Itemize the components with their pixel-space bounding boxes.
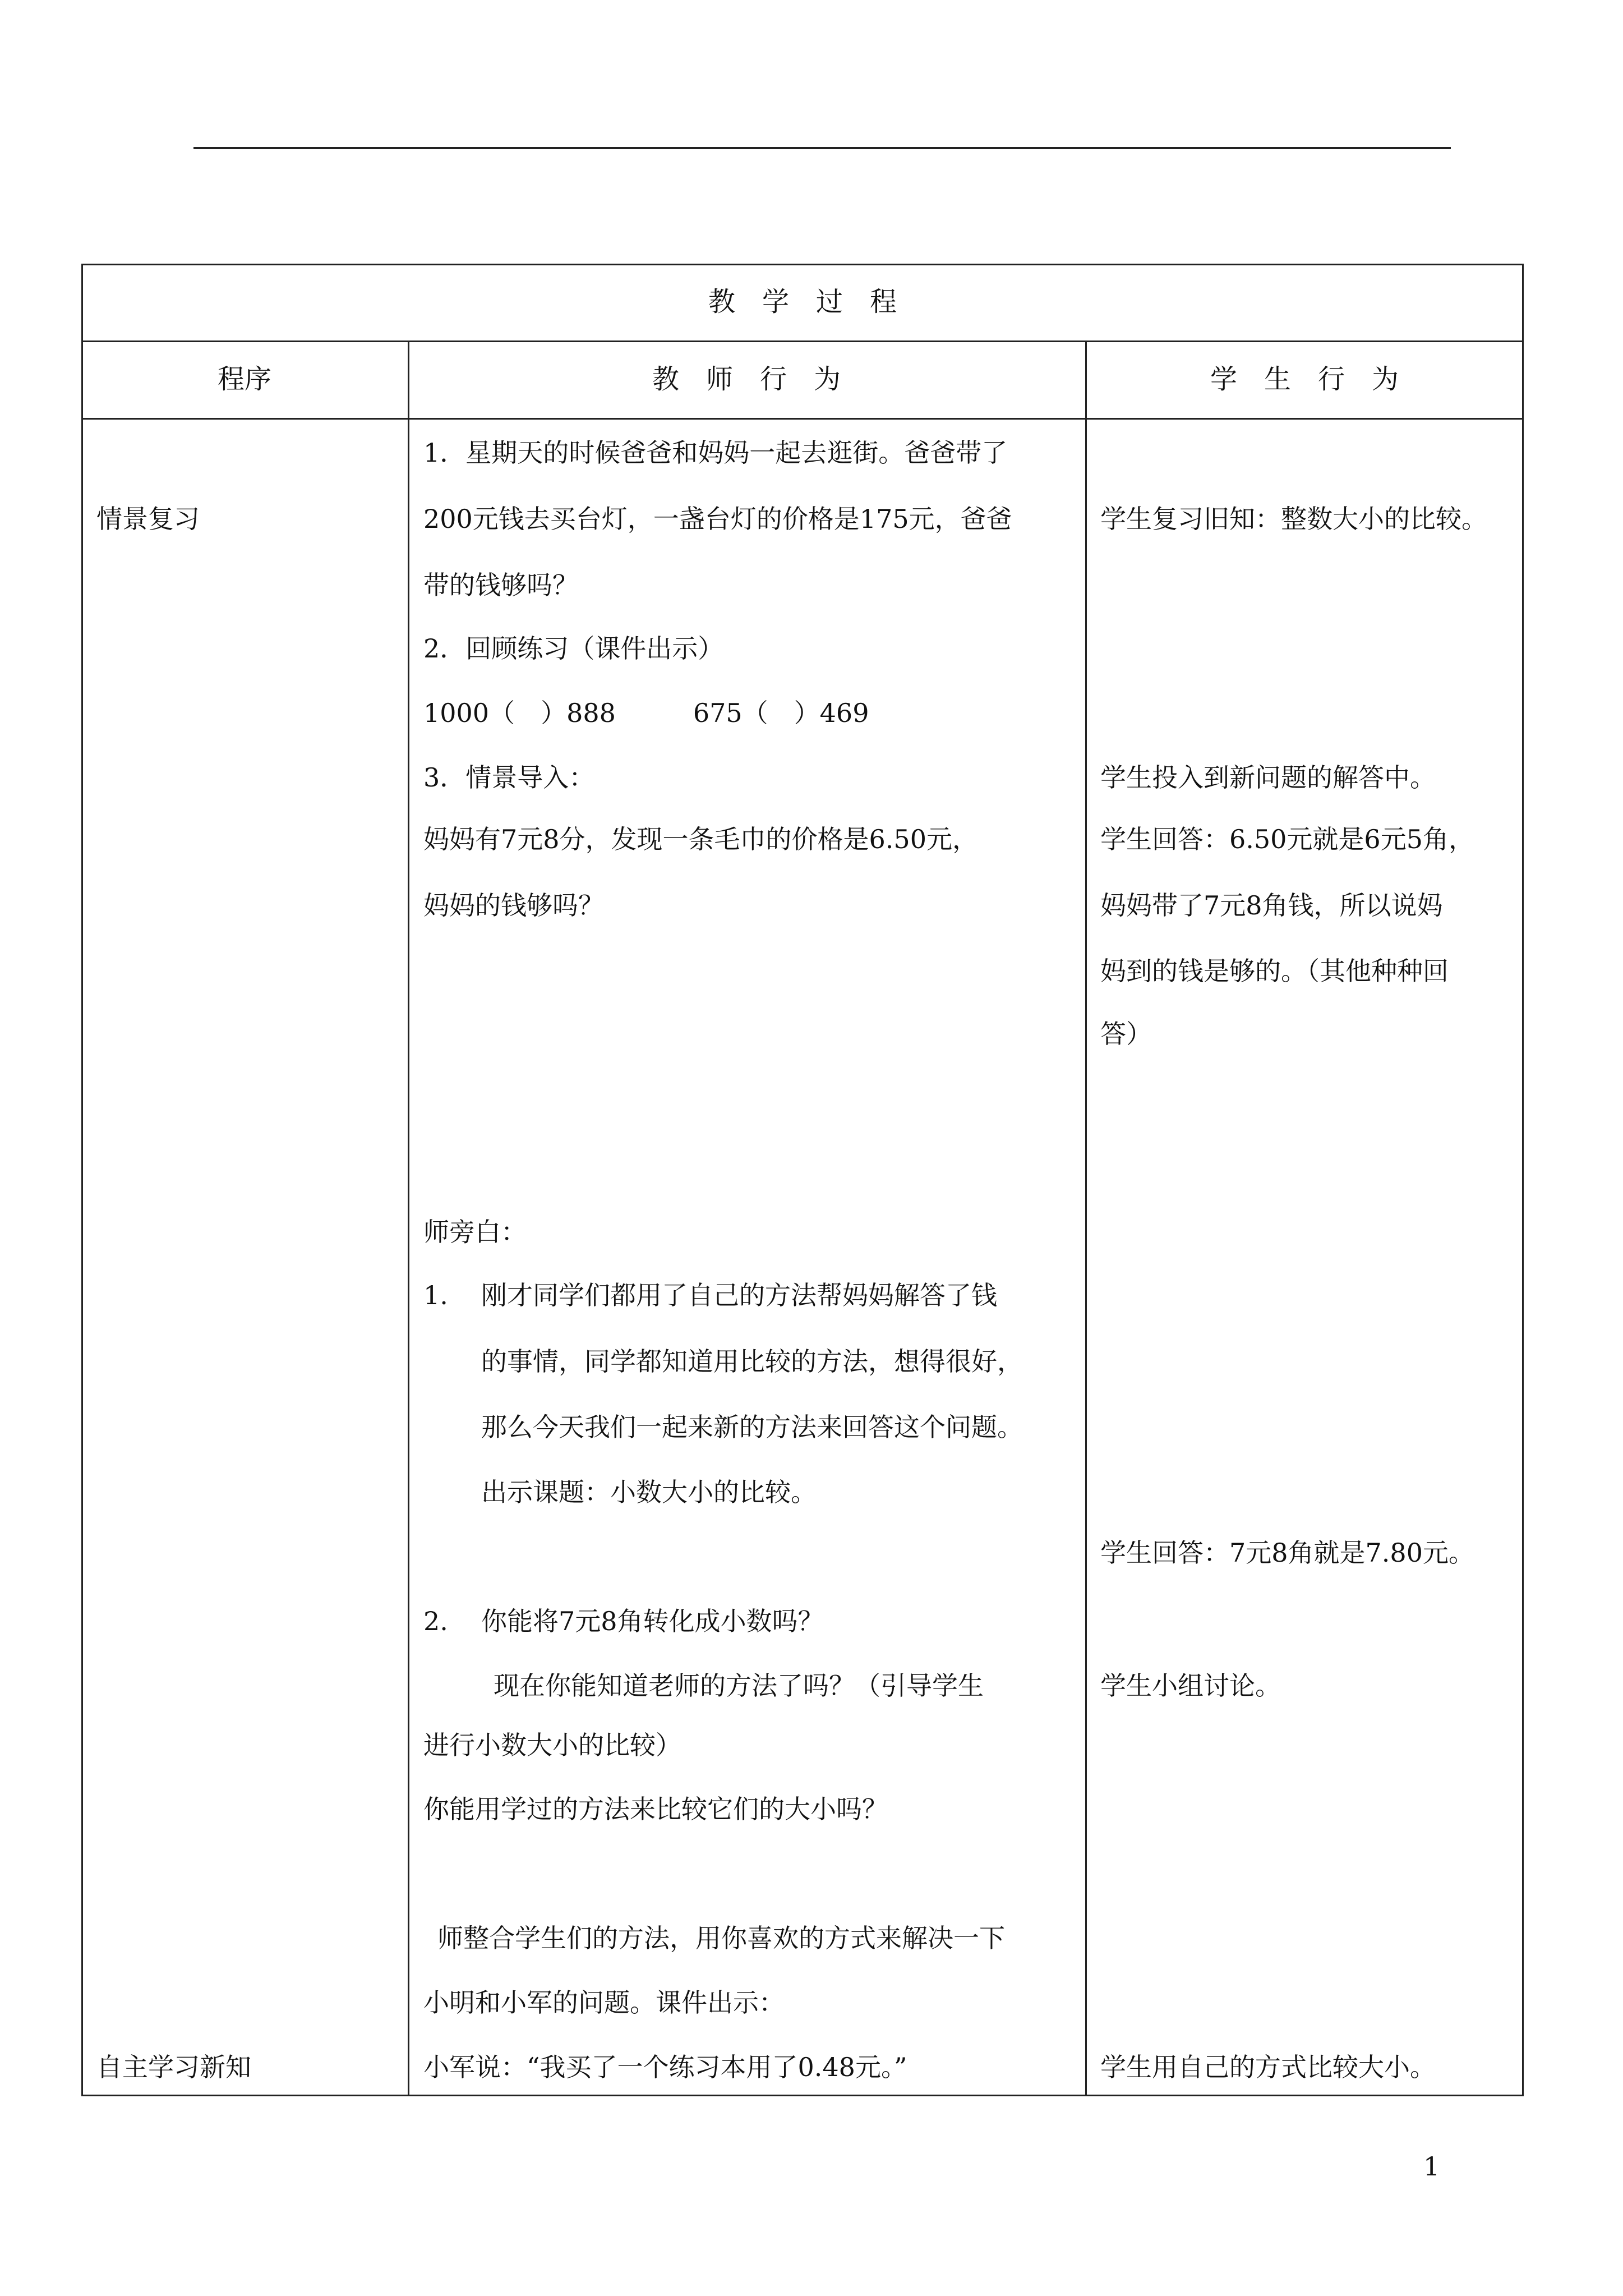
teacher-line: 现在你能知道老师的方法了吗？（引导学生 xyxy=(494,1671,984,1701)
teacher-line: 2．回顾练习（课件出示） xyxy=(423,633,724,664)
teacher-line: 的事情，同学都知道用比较的方法，想得很好， xyxy=(481,1346,1023,1377)
student-line: 学生回答：6.50元就是6元5角， xyxy=(1100,824,1474,854)
student-line: 妈到的钱是够的。（其他种种回 xyxy=(1100,956,1449,986)
teacher-line: 小军说：“我买了一个练习本用了0.48元。” xyxy=(423,2052,907,2082)
student-line: 妈妈带了7元8角钱，所以说妈 xyxy=(1100,890,1443,921)
student-line: 学生复习旧知：整数大小的比较。 xyxy=(1100,504,1487,534)
teacher-line: 刚才同学们都用了自己的方法帮妈妈解答了钱 xyxy=(481,1280,997,1310)
teacher-line: 1000（ ）888 675（ ）469 xyxy=(423,698,869,728)
student-line: 学生回答：7元8角就是7.80元。 xyxy=(1100,1538,1474,1568)
table-title: 教 学 过 程 xyxy=(708,286,897,318)
teacher-line: 师整合学生们的方法，用你喜欢的方式来解决一下 xyxy=(437,1923,1005,1953)
teacher-line: 3．情景导入： xyxy=(423,762,595,793)
section-new-knowledge: 自主学习新知 xyxy=(96,2052,251,2082)
teacher-line: 进行小数大小的比较） xyxy=(423,1730,681,1760)
teacher-line: 妈妈有7元8分，发现一条毛巾的价格是6.50元， xyxy=(423,824,978,854)
header-rule xyxy=(193,147,1451,149)
teacher-line: 妈妈的钱够吗？ xyxy=(423,890,604,921)
student-line: 答） xyxy=(1100,1019,1152,1049)
header-procedure: 程序 xyxy=(217,364,271,395)
page-number: 1 xyxy=(1423,2151,1440,2182)
student-line: 学生用自己的方式比较大小。 xyxy=(1100,2052,1436,2082)
teacher-line: 200元钱去买台灯，一盏台灯的价格是175元，爸爸 xyxy=(423,504,1012,534)
student-line: 学生投入到新问题的解答中。 xyxy=(1100,762,1436,793)
teacher-line: 1．星期天的时候爸爸和妈妈一起去逛街。爸爸带了 xyxy=(423,438,1008,468)
teacher-line: 小明和小军的问题。课件出示： xyxy=(423,1987,785,2018)
header-student-behavior: 学 生 行 为 xyxy=(1210,364,1399,395)
column-divider-1 xyxy=(408,341,409,2096)
teacher-line: 2. xyxy=(423,1606,448,1636)
teacher-line: 1. xyxy=(423,1280,448,1310)
row-divider-title xyxy=(81,341,1524,342)
teacher-line: 师旁白： xyxy=(423,1217,527,1247)
row-divider-header xyxy=(81,418,1524,420)
student-line: 学生小组讨论。 xyxy=(1100,1671,1281,1701)
teacher-line: 那么今天我们一起来新的方法来回答这个问题。 xyxy=(481,1412,1023,1442)
teacher-line: 你能将7元8角转化成小数吗？ xyxy=(481,1606,824,1636)
header-teacher-behavior: 教 师 行 为 xyxy=(652,364,841,395)
column-divider-2 xyxy=(1085,341,1087,2096)
teacher-line: 带的钱够吗？ xyxy=(423,570,578,600)
teacher-line: 出示课题：小数大小的比较。 xyxy=(481,1477,817,1507)
section-review: 情景复习 xyxy=(96,504,200,534)
teacher-line: 你能用学过的方法来比较它们的大小吗？ xyxy=(423,1794,888,1824)
